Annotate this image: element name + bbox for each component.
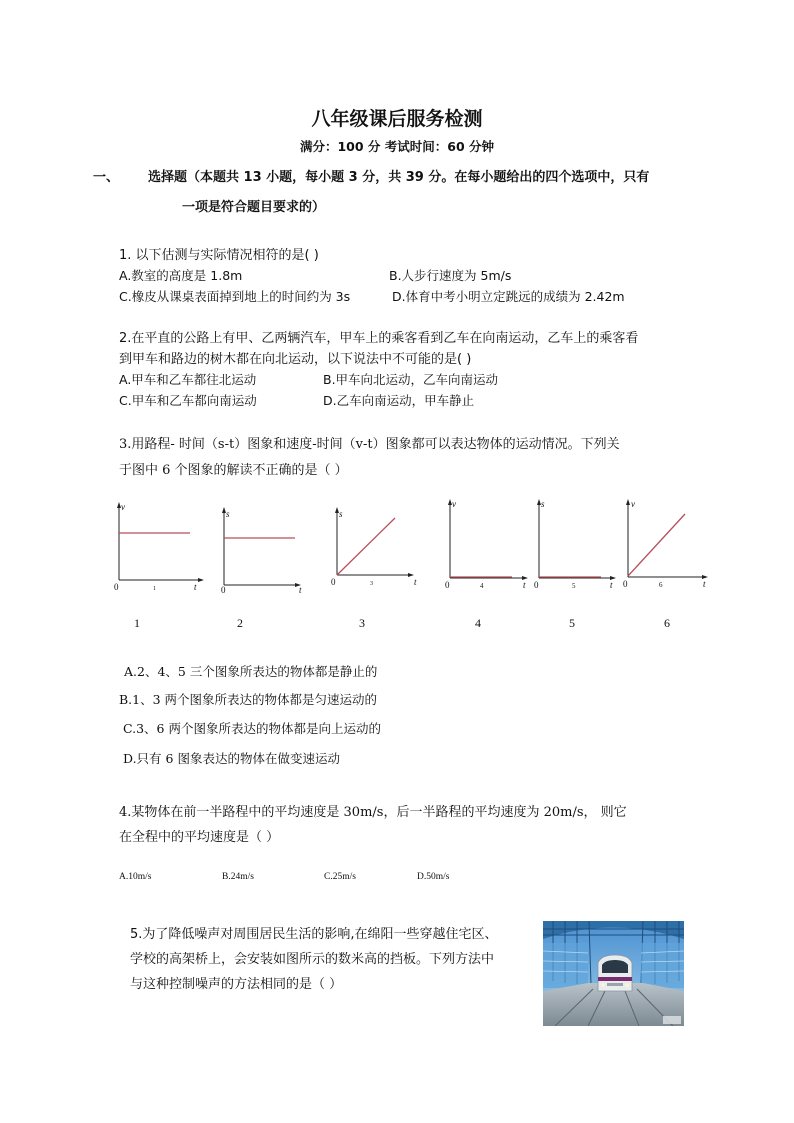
graph-5-origin: 0: [534, 580, 539, 590]
graph-number-4: 4: [475, 616, 481, 630]
q3-stem-line2: 于图中 6 个图象的解读不正确的是（ ）: [119, 463, 348, 478]
section-heading-line2: 一项是符合题目要求的）: [182, 200, 326, 215]
q2-stem-line1: 2.在平直的公路上有甲、乙两辆汽车，甲车上的乘客看到乙车在向南运动，乙车上的乘客看: [119, 331, 639, 346]
graph-2-x-label: t: [299, 585, 302, 595]
graph-6: [619, 497, 719, 589]
q3-option-a: A.2、4、5 三个图象所表达的物体都是静止的: [124, 664, 378, 679]
graph-1-sub: 1: [153, 586, 156, 592]
graph-4-x-label: t: [523, 580, 526, 590]
q2-option-b: B.甲车向北运动，乙车向南运动: [323, 372, 499, 387]
graph-6-x-label: t: [703, 579, 706, 589]
graph-3-x-label: t: [414, 577, 417, 587]
graph-2-origin: 0: [221, 585, 226, 595]
graph-2: [213, 505, 313, 597]
q1-option-a: A.教室的高度是 1.8m: [119, 268, 243, 283]
q5-stem-line3: 与这种控制噪声的方法相同的是（ ）: [130, 977, 343, 992]
graph-5-x-label: t: [610, 580, 613, 590]
graph-3-sub: 3: [370, 581, 373, 587]
graph-4: [440, 497, 540, 589]
graph-4-origin: 0: [445, 580, 450, 590]
section-heading-line1: 选择题（本题共 13 小题，每小题 3 分，共 39 分。在每小题给出的四个选项中，只有: [148, 170, 650, 185]
graph-5-y-label: s: [541, 499, 545, 509]
q2-option-d: D.乙车向南运动，甲车静止: [323, 393, 475, 408]
graph-3-origin: 0: [331, 577, 336, 587]
q2-option-a: A.甲车和乙车都往北运动: [119, 372, 257, 387]
graph-3-y-label: s: [339, 509, 343, 519]
graph-1: [108, 500, 208, 592]
q2-stem-line2: 到甲车和路边的树木都在向北运动，以下说法中不可能的是( ): [119, 352, 472, 367]
graph-1-x-label: t: [194, 582, 197, 592]
q3-option-c: C.3、6 两个图象所表达的物体都是向上运动的: [123, 721, 381, 736]
graph-6-origin: 0: [623, 579, 628, 589]
q4-option-c: C.25m/s: [324, 872, 356, 882]
exam-info: 满分：100 分 考试时间：60 分钟: [299, 139, 495, 154]
q5-stem-line1: 5.为了降低噪声对周围居民生活的影响,在绵阳一些穿越住宅区、: [130, 927, 498, 942]
q4-stem-line2: 在全程中的平均速度是（ ）: [119, 830, 280, 845]
graph-number-2: 2: [237, 616, 243, 630]
graph-number-5: 5: [569, 616, 575, 630]
q1-option-d: D.体育中考小明立定跳远的成绩为 2.42m: [392, 289, 625, 304]
graph-5: [530, 497, 630, 589]
q1-stem: 1. 以下估测与实际情况相符的是( ): [119, 248, 319, 263]
graph-number-3: 3: [359, 616, 365, 630]
q4-option-d: D.50m/s: [417, 872, 450, 882]
graph-1-y-label: v: [121, 502, 125, 512]
graph-3: [328, 505, 428, 597]
q4-option-a: A.10m/s: [119, 872, 152, 882]
graph-6-y-label: v: [631, 499, 635, 509]
section-number: 一、: [93, 170, 120, 185]
noise-barrier-train-photo: [543, 921, 684, 1026]
graph-number-6: 6: [664, 616, 670, 630]
q1-option-c: C.橡皮从课桌表面掉到地上的时间约为 3s: [119, 289, 351, 304]
graph-3-line: [337, 518, 395, 575]
graph-6-line: [628, 514, 685, 576]
q5-stem-line2: 学校的高架桥上，会安装如图所示的数米高的挡板。下列方法中: [130, 952, 495, 967]
graph-number-1: 1: [134, 616, 140, 630]
q1-option-b: B.人步行速度为 5m/s: [389, 268, 512, 283]
graph-4-y-label: v: [452, 499, 456, 509]
graph-1-origin: 0: [114, 582, 119, 592]
q2-option-c: C.甲车和乙车都向南运动: [119, 393, 257, 408]
graph-6-sub: 6: [659, 581, 663, 589]
page-title: 八年级课后服务检测: [311, 108, 483, 130]
graph-5-sub: 5: [572, 582, 576, 590]
q3-stem-line1: 3.用路程- 时间（s-t）图象和速度-时间（v-t）图象都可以表达物体的运动情况。下列关: [119, 437, 620, 452]
q3-option-d: D.只有 6 图象表达的物体在做变速运动: [123, 751, 340, 766]
graph-2-y-label: s: [226, 509, 230, 519]
graph-4-sub: 4: [480, 582, 484, 590]
q3-option-b: B.1、3 两个图象所表达的物体都是匀速运动的: [119, 692, 378, 707]
q4-stem-line1: 4.某物体在前一半路程中的平均速度是 30m/s，后一半路程的平均速度为 20m/s， 则它: [119, 805, 627, 820]
q4-option-b: B.24m/s: [222, 872, 254, 882]
